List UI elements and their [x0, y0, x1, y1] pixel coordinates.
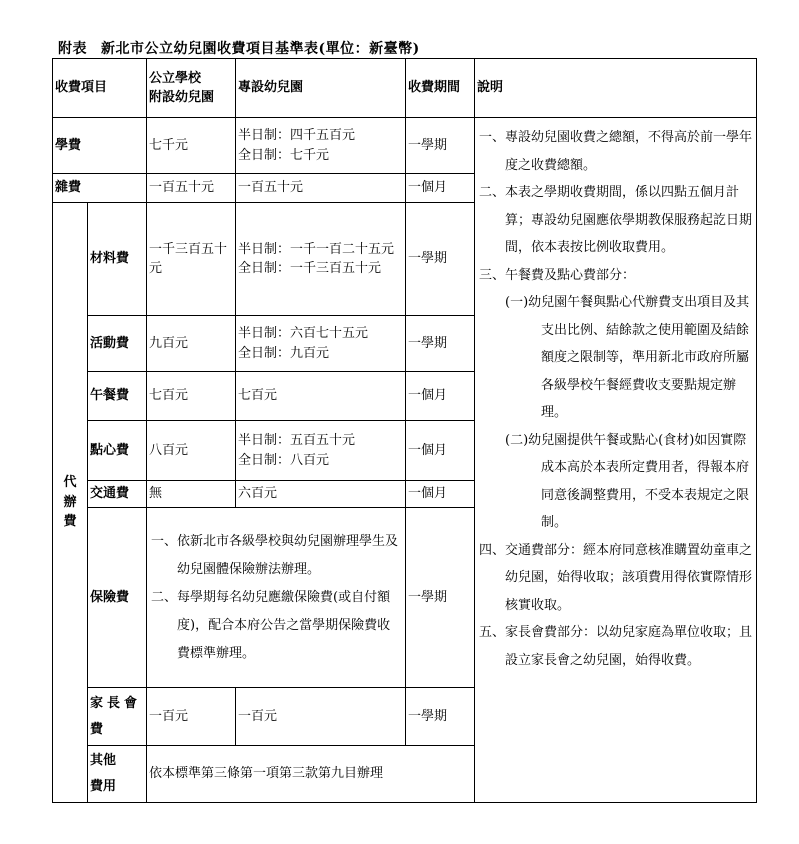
- note-2: 二、本表之學期收費期間，係以四點五個月計算；專設幼兒園應依學期教保服務起訖日期間，依本表按比例收取費用。: [479, 185, 753, 255]
- insurance-label: 保險費: [88, 508, 147, 688]
- tuition-school: 七千元: [147, 118, 236, 174]
- other-label-text: 其他費用: [90, 753, 117, 794]
- insurance-period: 一學期: [406, 508, 475, 688]
- misc-special: 一百五十元: [236, 174, 406, 203]
- activity-special-half: 半日制：六百七十五元: [238, 326, 369, 341]
- note-5: 五、家長會費部分：以幼兒家庭為單位收取；且設立家長會之幼兒園，始得收費。: [479, 625, 753, 668]
- lunch-label: 午餐費: [88, 372, 147, 421]
- snack-special-half: 半日制：五百五十元: [238, 433, 356, 448]
- tuition-special: [236, 118, 406, 174]
- snack-school: 八百元: [147, 421, 236, 481]
- misc-school: 一百五十元: [147, 174, 236, 203]
- insurance-text: [147, 508, 406, 688]
- parents-label-text: 家長會費: [90, 695, 142, 737]
- misc-period: 一個月: [406, 174, 475, 203]
- parents-school: 一百元: [147, 688, 236, 746]
- material-period: 一學期: [406, 203, 475, 316]
- proxy-fee-label: [53, 203, 88, 803]
- note-3: 三、午餐費及點心費部分：: [479, 267, 636, 283]
- activity-special-full: 全日制：九百元: [238, 345, 330, 361]
- transport-special: 六百元: [236, 481, 406, 508]
- other-text: 依本標準第三條第一項第三款第九目辦理: [147, 746, 475, 803]
- tuition-label: 學費: [53, 118, 147, 174]
- parents-label: [88, 688, 147, 746]
- snack-special: [236, 421, 406, 481]
- proxy-fee-text: 代辦費: [63, 475, 77, 530]
- misc-label: 雜費: [53, 174, 147, 203]
- header-row: [53, 59, 757, 118]
- activity-period: 一學期: [406, 316, 475, 372]
- parents-period: 一學期: [406, 688, 475, 746]
- note-4: 四、交通費部分：經本府同意核准購置幼童車之幼兒園，始得收取；該項費用得依實際情形核實收取。: [479, 542, 753, 613]
- material-school: 一千三百五十元: [147, 203, 236, 316]
- transport-label: 交通費: [88, 481, 147, 508]
- header-note: 說明: [475, 59, 757, 118]
- tuition-special-half: 半日制：四千五百元: [238, 128, 356, 143]
- lunch-period: 一個月: [406, 372, 475, 421]
- header-school: [147, 59, 236, 118]
- activity-special: [236, 316, 406, 372]
- title-prefix: 附表: [58, 41, 87, 57]
- transport-school: 無: [147, 481, 236, 508]
- title-text: 新北市公立幼兒園收費項目基準表(單位：新臺幣): [101, 41, 420, 57]
- material-special: [236, 203, 406, 316]
- lunch-special: 七百元: [236, 372, 406, 421]
- material-label: 材料費: [88, 203, 147, 316]
- header-school-line1: 公立學校: [149, 70, 202, 86]
- parents-special: 一百元: [236, 688, 406, 746]
- material-special-full: 全日制：一千三百五十元: [238, 261, 382, 276]
- activity-school: 九百元: [147, 316, 236, 372]
- fee-table: [52, 58, 757, 803]
- tuition-special-full: 全日制：七千元: [238, 147, 330, 163]
- lunch-school: 七百元: [147, 372, 236, 421]
- other-label: [88, 746, 147, 803]
- note-3-1: (一)幼兒園午餐與點心代辦費支出項目及其支出比例、結餘款之使用範圍及結餘額度之限制等，準用新北市政府所屬各級學校午餐經費收支要點規定辦理。: [505, 295, 750, 420]
- insurance-item-1: 一、依新北市各級學校與幼兒園辦理學生及幼兒園體保險辦法辦理。: [151, 533, 399, 577]
- page-title: [58, 38, 420, 58]
- material-special-half: 半日制：一千一百二十五元: [238, 241, 395, 257]
- header-period: 收費期間: [406, 59, 475, 118]
- snack-label: 點心費: [88, 421, 147, 481]
- snack-period: 一個月: [406, 421, 475, 481]
- notes-cell: [475, 118, 757, 803]
- header-school-line2: 附設幼兒園: [149, 90, 215, 105]
- row-tuition: [53, 118, 757, 174]
- snack-special-full: 全日制：八百元: [238, 452, 330, 468]
- header-special: 專設幼兒園: [236, 59, 406, 118]
- note-1: 一、專設幼兒園收費之總額，不得高於前一學年度之收費總額。: [479, 130, 753, 173]
- note-3-2: (二)幼兒園提供午餐或點心(食材)如因實際成本高於本表所定費用者，得報本府同意後調整費用，不受本表規定之限制。: [505, 432, 750, 530]
- tuition-period: 一學期: [406, 118, 475, 174]
- insurance-item-2: 二、每學期每名幼兒應繳保險費(或自付額度)，配合本府公告之當學期保險費收費標準辦理。: [151, 589, 391, 661]
- activity-label: 活動費: [88, 316, 147, 372]
- transport-period: 一個月: [406, 481, 475, 508]
- header-item: 收費項目: [53, 59, 147, 118]
